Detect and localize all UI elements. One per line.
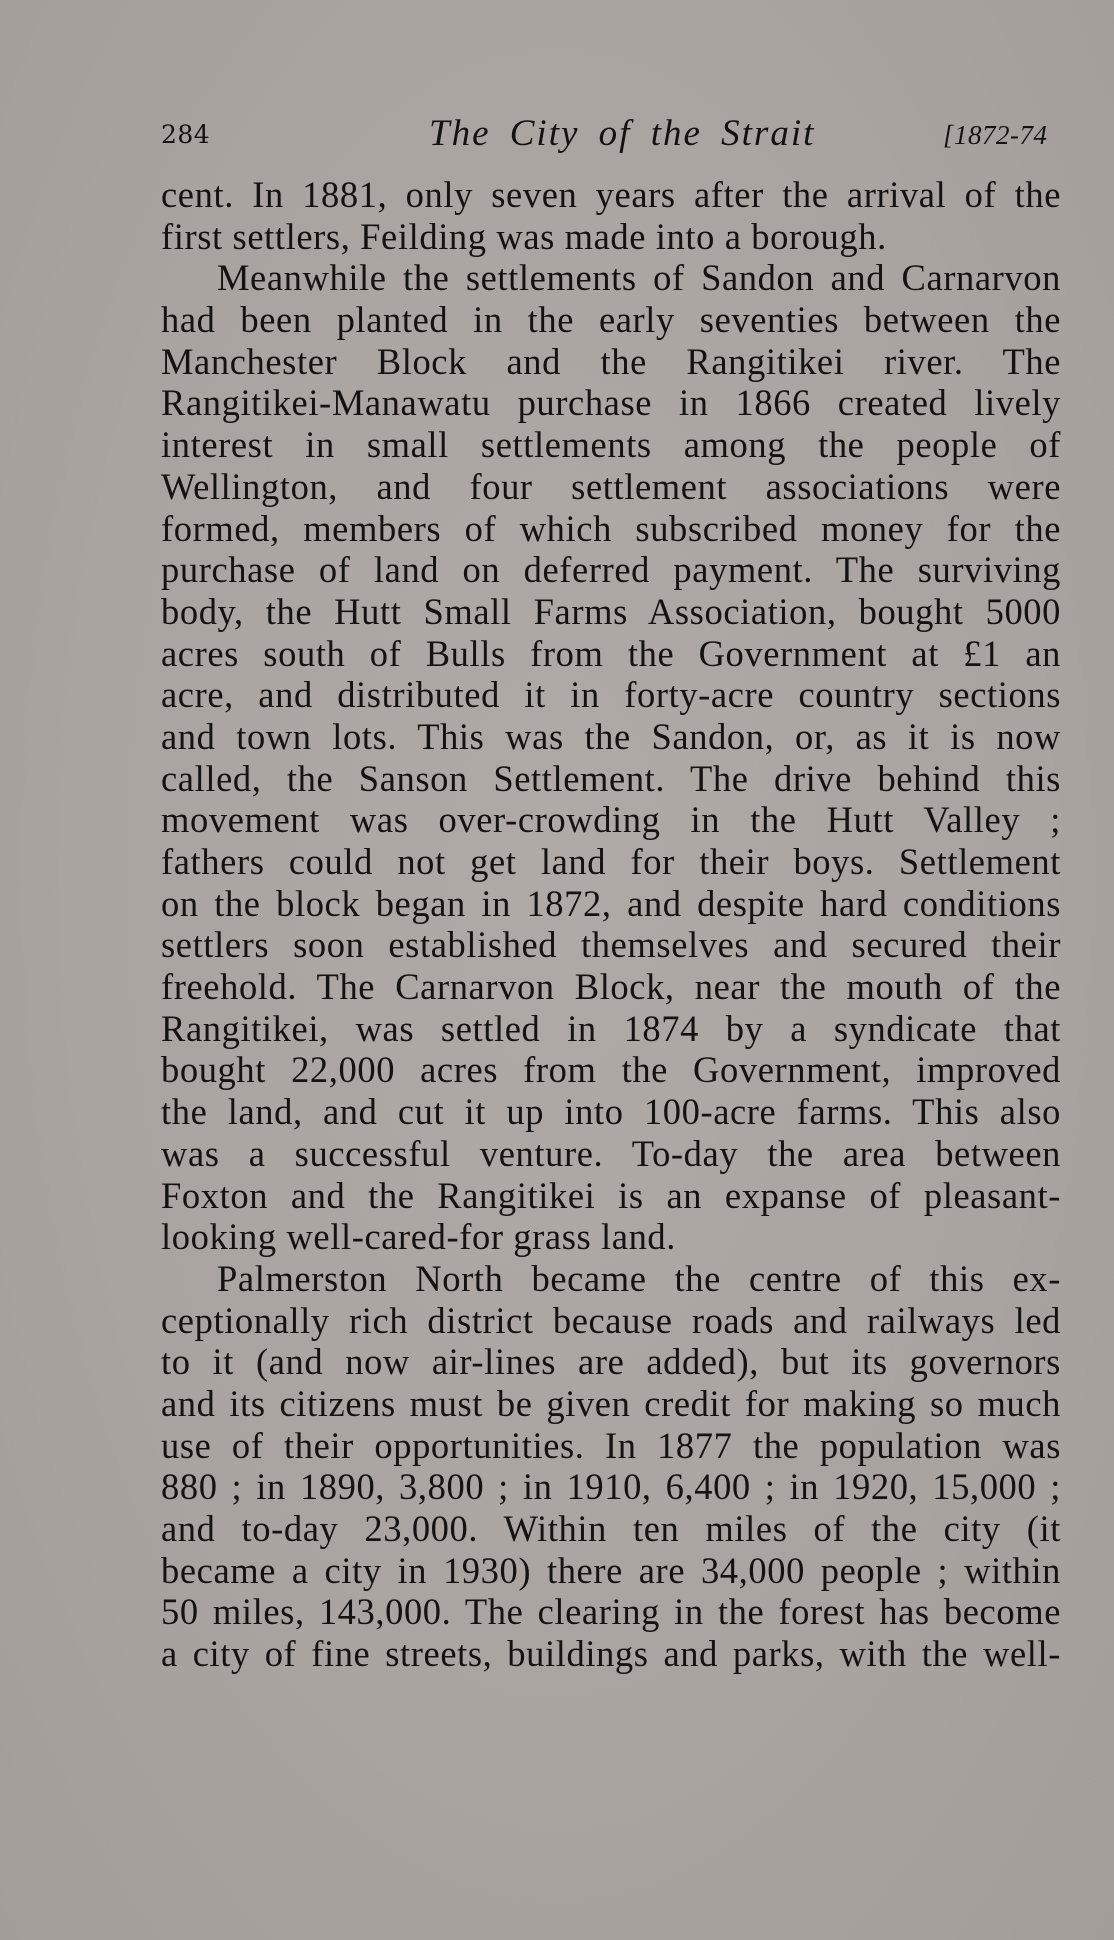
text-line: and town lots. This was the Sandon, or, as it is now <box>161 715 1061 757</box>
text-line: the land, and cut it up into 100-acre farms. This also <box>161 1091 1061 1133</box>
text-line: movement was over-crowding in the Hutt Valley ; <box>161 799 1061 841</box>
page-number: 284 <box>161 120 211 149</box>
text-line: cent. In 1881, only seven years after the arrival of the <box>161 174 1061 215</box>
text-line: Foxton and the Rangitikei is an expanse of pleasant- <box>161 1174 1061 1216</box>
text-line: formed, members of which subscribed money for the <box>161 507 1061 549</box>
text-line: had been planted in the early seventies between the <box>161 299 1061 341</box>
text-line: and to-day 23,000. Within ten miles of the city (it <box>161 1508 1061 1549</box>
text-line: was a successful venture. To-day the area between <box>161 1132 1061 1174</box>
text-line: purchase of land on deferred payment. The surviving <box>161 549 1061 591</box>
text-line: became a city in 1930) there are 34,000 people ; within <box>161 1549 1061 1591</box>
text-line: Meanwhile the settlements of Sandon and Carnarvon <box>217 257 1061 299</box>
text-line: ceptionally rich district because roads and railways led <box>161 1299 1061 1341</box>
text-line: Wellington, and four settlement associations were <box>161 465 1061 507</box>
text-line: 50 miles, 143,000. The clearing in the forest has become <box>161 1591 1061 1633</box>
text-line: acre, and distributed it in forty-acre country sections <box>161 674 1061 716</box>
text-line: and its citizens must be given credit for making so much <box>161 1382 1061 1424</box>
text-line: Rangitikei-Manawatu purchase in 1866 created lively <box>161 382 1061 424</box>
text-line: Palmerston North became the centre of this ex- <box>217 1257 1061 1299</box>
text-line: a city of fine streets, buildings and parks, with the well- <box>161 1633 1061 1675</box>
text-line: to it (and now air-lines are added), but its governors <box>161 1341 1061 1383</box>
date-range: [1872-74 <box>943 120 1048 150</box>
text-line: Rangitikei, was settled in 1874 by a syndicate that <box>161 1007 1061 1049</box>
text-line: use of their opportunities. In 1877 the population was <box>161 1424 1061 1466</box>
text-line: fathers could not get land for their boys. Settlement <box>161 841 1061 882</box>
text-line: body, the Hutt Small Farms Association, bought 5000 <box>161 590 1061 632</box>
body-text <box>161 174 1061 1675</box>
running-title: The City of the Strait <box>429 113 816 154</box>
running-header <box>161 112 1061 162</box>
text-line: settlers soon established themselves and secured their <box>161 924 1061 966</box>
text-line: freehold. The Carnarvon Block, near the mouth of the <box>161 966 1061 1008</box>
text-line: looking well-cared-for grass land. <box>161 1216 677 1258</box>
text-line: bought 22,000 acres from the Government, improved <box>161 1049 1061 1091</box>
text-line: called, the Sanson Settlement. The drive behind this <box>161 757 1061 799</box>
text-line: interest in small settlements among the people of <box>161 424 1061 466</box>
text-line: 880 ; in 1890, 3,800 ; in 1910, 6,400 ; in 1920, 15,000 ; <box>161 1466 1061 1508</box>
text-line: first settlers, Feilding was made into a borough. <box>161 215 887 257</box>
text-line: Manchester Block and the Rangitikei river. The <box>161 340 1061 382</box>
text-line: on the block began in 1872, and despite hard conditions <box>161 882 1061 924</box>
text-line: acres south of Bulls from the Government at £1 an <box>161 632 1061 674</box>
